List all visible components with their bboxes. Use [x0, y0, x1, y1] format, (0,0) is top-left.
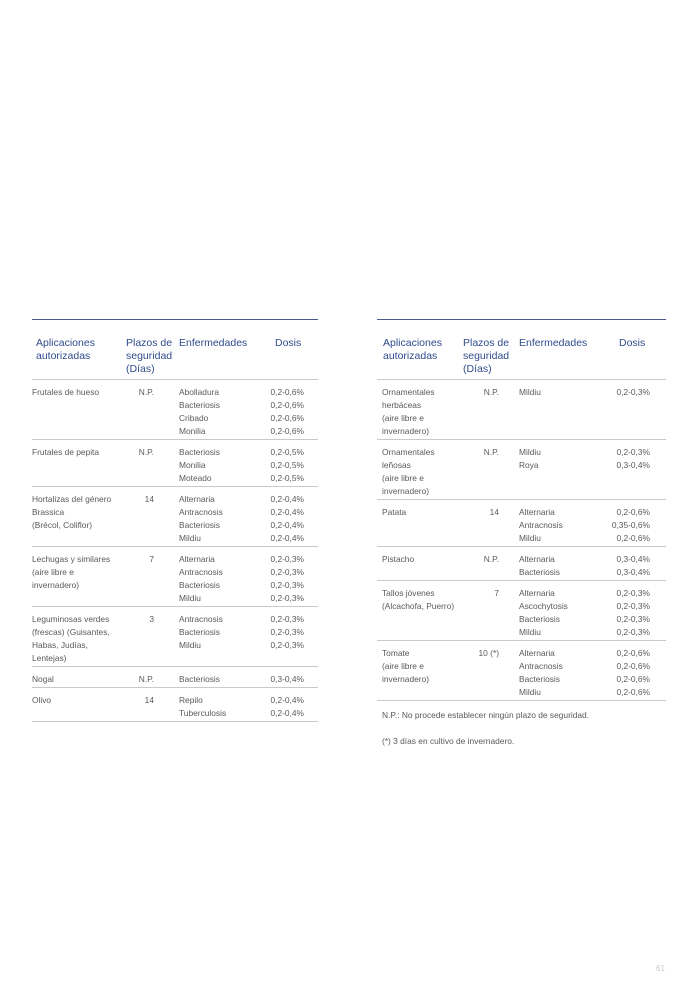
dosis-cell: 0,2-0,3% 0,2-0,3% 0,2-0,3% 0,2-0,3%	[616, 588, 650, 637]
aplicacion-cell: Frutales de pepita	[32, 447, 100, 457]
left-table	[32, 319, 318, 722]
enfermedades-cell: Antracnosis Bacteriosis Mildiu	[179, 614, 223, 650]
dosis-cell: 0,2-0,3% 0,2-0,3% 0,2-0,3%	[270, 614, 304, 650]
plazo-cell: N.P.	[138, 447, 154, 457]
note-asterisk: (*) 3 días en cultivo de invernadero.	[382, 736, 515, 746]
enfermedades-cell: Repilo Tuberculosis	[179, 695, 227, 718]
plazo-cell: 10 (*)	[478, 648, 499, 658]
dosis-cell: 0,2-0,3%	[616, 387, 650, 397]
plazo-cell: 14	[489, 507, 499, 517]
enfermedades-cell: Alternaria Antracnosis Bacteriosis Mildiu	[519, 648, 563, 697]
enfermedades-cell: Alternaria Antracnosis Bacteriosis Mildiu	[179, 554, 223, 603]
enfermedades-cell: Alternaria Bacteriosis	[519, 554, 560, 577]
table-header	[32, 320, 318, 380]
aplicacion-cell: Pistacho	[382, 554, 415, 564]
plazo-cell: 3	[149, 614, 154, 624]
dosis-cell: 0,2-0,4% 0,2-0,4%	[270, 695, 304, 718]
dosis-cell: 0,3-0,4% 0,3-0,4%	[616, 554, 650, 577]
enfermedades-cell: Alternaria Antracnosis Bacteriosis Mildiu	[179, 494, 223, 543]
aplicacion-cell: Olivo	[32, 695, 52, 705]
dosis-cell: 0,2-0,6% 0,2-0,6% 0,2-0,6% 0,2-0,6%	[616, 648, 650, 697]
page-number: 61	[656, 964, 665, 973]
enfermedades-cell: Bacteriosis Monilia Moteado	[179, 447, 220, 483]
header-enfermedades: Enfermedades	[179, 337, 248, 349]
header-plazos: Plazos de seguridad (Días)	[463, 337, 510, 375]
aplicacion-cell: Lechugas y similares (aire libre e invernadero)	[32, 554, 111, 590]
table-body	[32, 380, 318, 722]
plazo-cell: N.P.	[138, 674, 154, 684]
aplicacion-cell: Tallos jóvenes (Alcachofa, Puerro)	[382, 588, 455, 611]
header-plazos: Plazos de seguridad (Días)	[126, 337, 173, 375]
plazo-cell: N.P.	[483, 554, 499, 564]
table-row	[32, 380, 318, 440]
table-row	[32, 440, 318, 487]
enfermedades-cell: Mildiu	[519, 387, 541, 397]
table-body	[377, 380, 666, 701]
header-aplicaciones: Aplicaciones autorizadas	[36, 337, 95, 362]
notes	[382, 709, 589, 761]
dosis-cell: 0,2-0,6% 0,2-0,6% 0,2-0,6% 0,2-0,6%	[270, 387, 304, 436]
table-row	[377, 641, 666, 701]
table-row	[32, 487, 318, 547]
table-row	[32, 607, 318, 667]
aplicacion-cell: Ornamentales leñosas (aire libre e invernadero)	[382, 447, 435, 496]
enfermedades-cell: Mildiu Roya	[519, 447, 541, 470]
note-np: N.P.: No procede establecer ningún plazo de seguridad.	[382, 710, 590, 720]
aplicacion-cell: Tomate (aire libre e invernadero)	[382, 648, 430, 684]
plazo-cell: 7	[494, 588, 499, 598]
table-row	[32, 688, 318, 722]
header-aplicaciones: Aplicaciones autorizadas	[383, 337, 442, 362]
table-row	[377, 500, 666, 547]
enfermedades-cell: Abolladura Bacteriosis Cribado Monilia	[179, 387, 220, 436]
aplicacion-cell: Patata	[382, 507, 407, 517]
table-row	[377, 440, 666, 500]
aplicacion-cell: Nogal	[32, 674, 54, 684]
dosis-cell: 0,3-0,4%	[270, 674, 304, 684]
table-row	[32, 667, 318, 688]
table-row	[32, 547, 318, 607]
plazo-cell: 7	[149, 554, 154, 564]
table-row	[377, 380, 666, 440]
dosis-cell: 0,2-0,6% 0,35-0,6% 0,2-0,6%	[611, 507, 650, 543]
plazo-cell: N.P.	[138, 387, 154, 397]
table-header	[377, 320, 666, 380]
right-table	[377, 319, 666, 701]
aplicacion-cell: Frutales de hueso	[32, 387, 100, 397]
table-row	[377, 547, 666, 581]
header-dosis: Dosis	[619, 337, 646, 349]
dosis-cell: 0,2-0,3% 0,3-0,4%	[616, 447, 650, 470]
header-enfermedades: Enfermedades	[519, 337, 588, 349]
dosis-cell: 0,2-0,3% 0,2-0,3% 0,2-0,3% 0,2-0,3%	[270, 554, 304, 603]
dosis-cell: 0,2-0,5% 0,2-0,5% 0,2-0,5%	[270, 447, 304, 483]
table-row	[377, 581, 666, 641]
enfermedades-cell: Bacteriosis	[179, 674, 220, 684]
enfermedades-cell: Alternaria Ascochytosis Bacteriosis Mildiu	[519, 588, 568, 637]
plazo-cell: N.P.	[483, 447, 499, 457]
aplicacion-cell: Ornamentales herbáceas (aire libre e invernadero)	[382, 387, 435, 436]
aplicacion-cell: Hortalizas del género Brassica (Brécol, Coliflor)	[32, 494, 112, 530]
plazo-cell: 14	[144, 494, 154, 504]
dosis-cell: 0,2-0,4% 0,2-0,4% 0,2-0,4% 0,2-0,4%	[270, 494, 304, 543]
plazo-cell: 14	[144, 695, 154, 705]
header-dosis: Dosis	[275, 337, 302, 349]
enfermedades-cell: Alternaria Antracnosis Mildiu	[519, 507, 563, 543]
aplicacion-cell: Leguminosas verdes (frescas) (Guisantes, Habas, Judías, Lentejas)	[32, 614, 110, 663]
plazo-cell: N.P.	[483, 387, 499, 397]
